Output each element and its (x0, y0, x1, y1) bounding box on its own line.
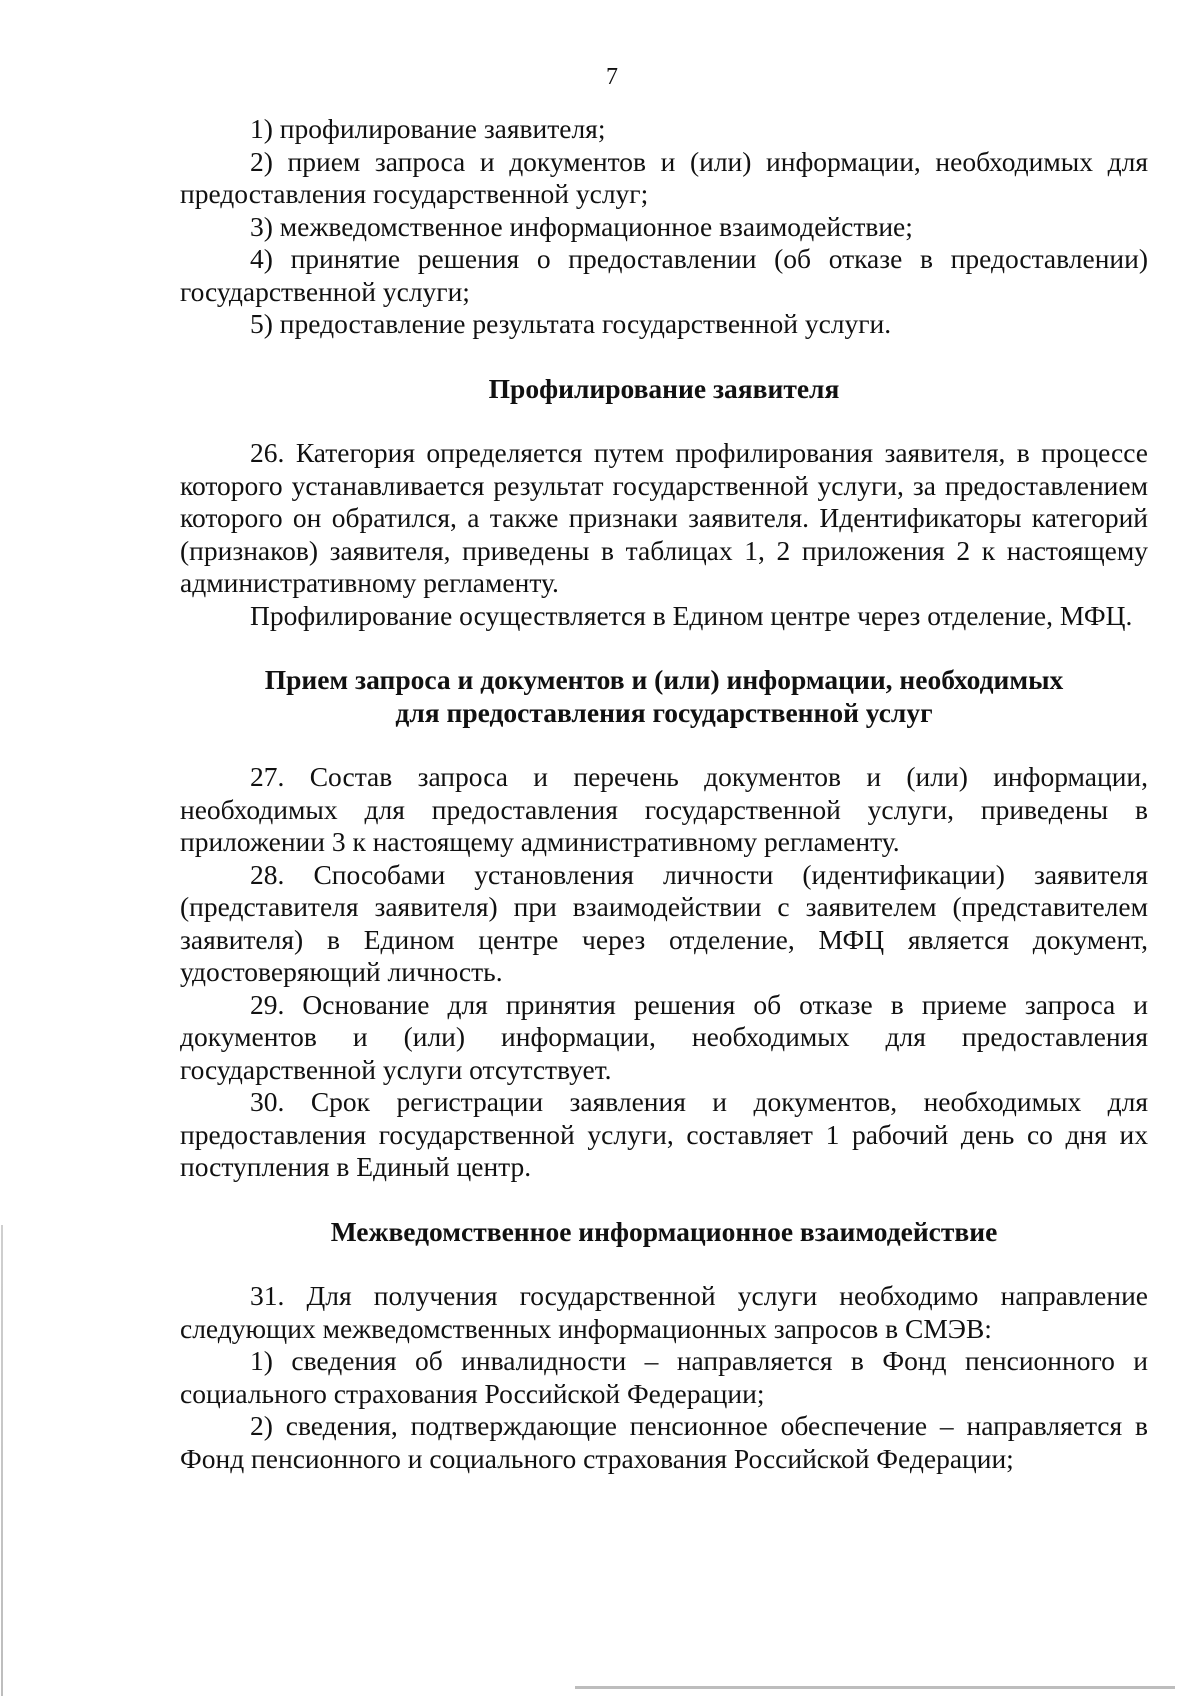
list-item: 2) прием запроса и документов и (или) информации, необходимых для предоставления государственной услуг; (180, 145, 1148, 209)
spacer (180, 405, 1148, 437)
spacer (180, 1184, 1148, 1216)
page-number: 7 (606, 64, 618, 90)
paragraph-27: 27. Состав запроса и перечень документов и (или) информации, необходимых для предоставления государственной услуги, приведены в приложении 3 к настоящему административному регламенту. (180, 761, 1148, 857)
paragraph-profiling-location: Профилирование осуществляется в Едином центре через отделение, МФЦ. (250, 599, 1133, 631)
spacer (180, 729, 1148, 761)
scan-edge-artifact (1, 1225, 3, 1696)
paragraph-31: 31. Для получения государственной услуги необходимо направление следующих межведомственных информационных запросов в СМЭВ: (180, 1280, 1148, 1344)
paragraph-26: 26. Категория определяется путем профилирования заявителя, в процессе которого устанавливается результат государственной услуги, за предоставлением которого он обратился, а также признаки заявителя. Идентификаторы категорий (признаков) заявителя, приведены в таблицах 1, 2 приложения 2 к настоящему административному регламенту. (180, 437, 1148, 598)
list-item: 3) межведомственное информационное взаимодействие; (250, 210, 913, 242)
list-item: 2) сведения, подтверждающие пенсионное обеспечение – направляется в Фонд пенсионного и социального страхования Российской Федерации; (180, 1410, 1148, 1474)
spacer (180, 341, 1148, 373)
paragraph-28: 28. Способами установления личности (идентификации) заявителя (представителя заявителя) при взаимодействии с заявителем (представителем заявителя) в Едином центре через отделение, МФЦ является документ, удостоверяющий личность. (180, 858, 1148, 987)
paragraph-29: 29. Основание для принятия решения об отказе в приеме запроса и документов и (или) информации, необходимых для предоставления государственной услуги отсутствует. (180, 988, 1148, 1085)
paragraph-30: 30. Срок регистрации заявления и документов, необходимых для предоставления государственной услуги, составляет 1 рабочий день со дня их поступления в Единый центр. (180, 1086, 1148, 1182)
spacer (180, 632, 1148, 664)
section-heading-line-2: для предоставления государственной услуг (395, 696, 933, 728)
spacer (180, 1248, 1148, 1280)
list-item: 5) предоставление результата государственной услуги. (250, 308, 892, 339)
section-heading-request-reception (180, 664, 1148, 729)
document-body (180, 113, 1148, 1475)
section-heading-line-1: Прием запроса и документов и (или) информации, необходимых (264, 664, 1064, 695)
list-item: 1) сведения об инвалидности – направляется в Фонд пенсионного и социального страхования Российской Федерации; (180, 1345, 1148, 1409)
list-item: 1) профилирование заявителя; (250, 113, 606, 144)
list-item: 4) принятие решения о предоставлении (об отказе в предоставлении) государственной услуги; (180, 243, 1148, 307)
section-heading-interagency: Межведомственное информационное взаимодействие (330, 1215, 998, 1247)
section-heading-profiling: Профилирование заявителя (488, 372, 840, 404)
scan-bottom-artifact (575, 1686, 1175, 1689)
